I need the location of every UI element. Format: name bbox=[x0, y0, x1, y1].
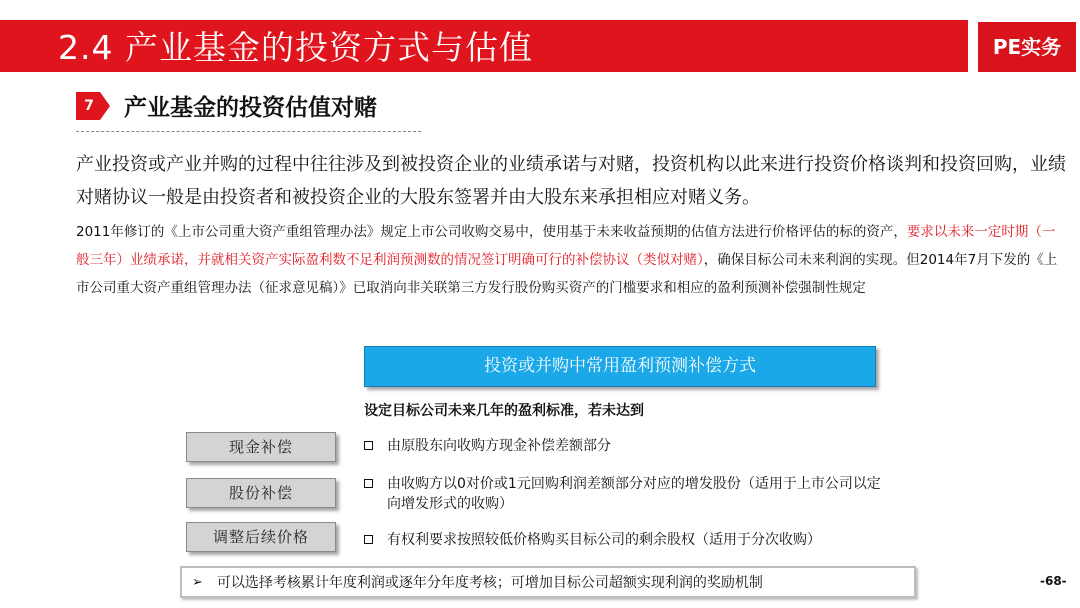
list-item bbox=[364, 530, 882, 550]
list-item bbox=[364, 436, 882, 456]
method-description: 有权利要求按照较低价格购买目标公司的剩余股权（适用于分次收购） bbox=[387, 532, 821, 548]
section-divider bbox=[76, 131, 421, 132]
detail-text-highlight: 要求以未来一定时期（一般三年）业绩承诺，并就相关资产实际盈利数不足利润预测数的情况签订明确可行的补偿协议（类似对赌） bbox=[76, 224, 1056, 268]
page-title: 2.4 产业基金的投资方式与估值 bbox=[58, 28, 533, 67]
square-bullet-icon bbox=[364, 441, 373, 450]
method-share-compensation: 股份补偿 bbox=[186, 478, 336, 508]
method-description: 由收购方以0对价或1元回购利润差额部分对应的增发股份（适用于上市公司以定向增发形式的收购） bbox=[387, 476, 881, 512]
intro-paragraph: 产业投资或产业并购的过程中往往涉及到被投资企业的业绩承诺与对赌，投资机构以此来进行投资价格谈判和投资回购，业绩对赌协议一般是由投资者和被投资企业的大股东签署并由大股东来承担相应对赌义务。 bbox=[76, 154, 1066, 208]
list-item bbox=[364, 474, 887, 514]
detail-text-1: 2011年修订的《上市公司重大资产重组管理办法》规定上市公司收购交易中，使用基于未来收益预期的估值方法进行价格评估的标的资产， bbox=[76, 224, 907, 240]
method-price-adjustment: 调整后续价格 bbox=[186, 522, 336, 552]
detail-text-2: ，确保目标公司未来利润的实现。但2014年7月下发的《上市公司重大资产重组管理办法（征求意见稿）》已取消向非关联第三方发行股份购买资产的门槛要求和相应的盈利预测补偿强制性规定 bbox=[76, 252, 1058, 296]
section-number: 7 bbox=[84, 98, 94, 114]
brand-logo: PE实务 bbox=[978, 22, 1076, 72]
detail-paragraph bbox=[76, 218, 1066, 302]
section-title: 产业基金的投资估值对赌 bbox=[124, 95, 377, 121]
note-text: 可以选择考核累计年度利润或逐年分年度考核；可增加目标公司超额实现利润的奖励机制 bbox=[216, 575, 763, 591]
method-cash-compensation: 现金补偿 bbox=[186, 432, 336, 462]
page-number: -68- bbox=[1040, 574, 1067, 588]
square-bullet-icon bbox=[364, 535, 373, 544]
arrow-bullet-icon: ➢ bbox=[192, 574, 203, 590]
compensation-methods-heading: 投资或并购中常用盈利预测补偿方式 bbox=[364, 346, 876, 387]
method-description: 由原股东向收购方现金补偿差额部分 bbox=[387, 438, 611, 454]
square-bullet-icon bbox=[364, 479, 373, 488]
note-box bbox=[180, 566, 916, 598]
target-condition: 设定目标公司未来几年的盈利标准，若未达到 bbox=[364, 403, 644, 419]
